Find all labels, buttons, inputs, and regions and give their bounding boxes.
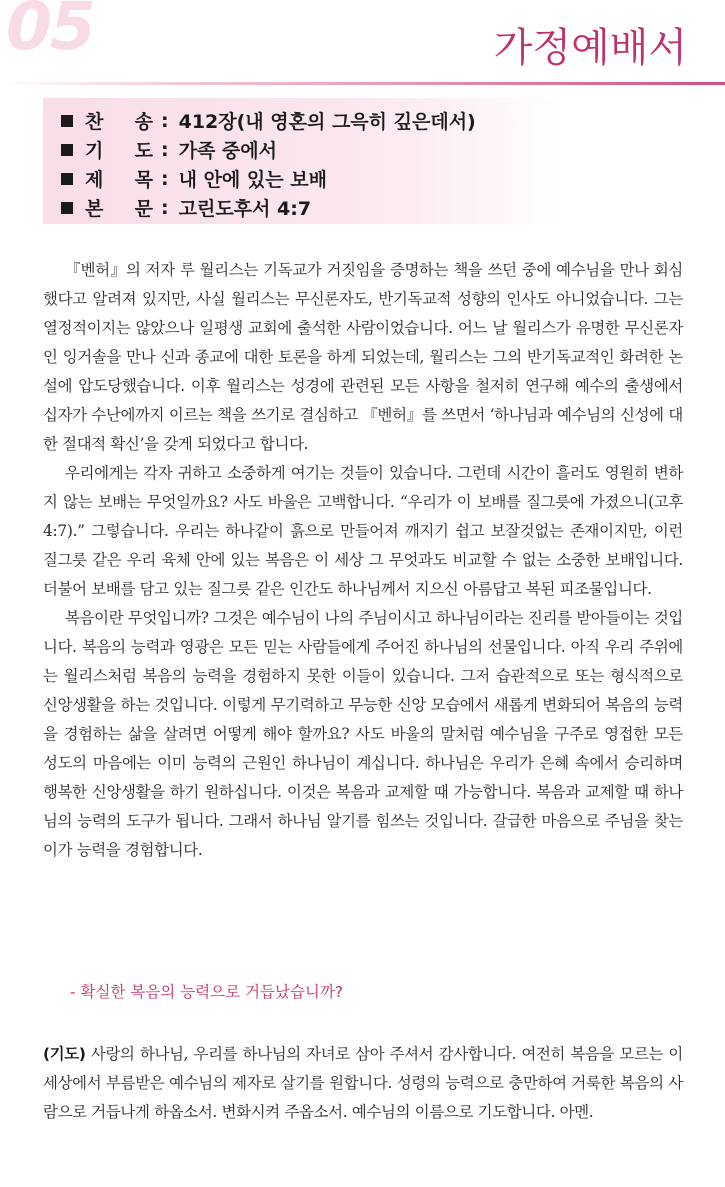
sermon-paragraph: 『벤허』의 저자 루 월리스는 기독교가 거짓임을 증명하는 책을 쓰던 중에 예수님을 만나 회심했다고 알려져 있지만, 사실 월리스는 무신론자도, 반기독교적 성향의 인사도 아니었습니다. 그는 열정적이지는 않았으나 일평생 교회에 출석한 사람이었습니다. 어느 날 월리스가 유명한 무신론자인 잉거솔을 만나 신과 종교에 대한 토론을 하게 되었는데, 월리스는 그의 반기독교적인 화려한 논설에 압도당했습니다. 이후 월리스는 성경에 관련된 모든 사항을 철저히 연구해 예수의 출생에서 십자가 수난에까지 이르는 책을 쓰기로 결심하고 『벤허』를 쓰면서 ‘하나님과 예수님의 신성에 대한 절대적 확신’을 갖게 되었다고 합니다. [43, 261, 683, 453]
square-bullet-icon [61, 173, 73, 185]
prayer-label: (기도) [43, 1045, 86, 1063]
page-number: 05 [6, 0, 94, 65]
square-bullet-icon [61, 115, 73, 127]
info-label: 제 목 [85, 169, 153, 191]
info-row-hymn: 찬 송 : 412장(내 영혼의 그윽히 깊은데서) [61, 106, 563, 135]
info-row-scripture: 본 문 : 고린도후서 4:7 [61, 193, 563, 222]
reflection-question: - 확실한 복음의 능력으로 거듭났습니까? [70, 983, 344, 1001]
info-row-prayer: 기 도 : 가족 중에서 [61, 135, 563, 164]
closing-prayer [43, 1040, 683, 1127]
info-value-prayer: 가족 중에서 [178, 140, 277, 162]
info-row-title: 제 목 : 내 안에 있는 보배 [61, 164, 563, 193]
info-label: 본 문 [85, 198, 153, 220]
sermon-paragraph: 우리에게는 각자 귀하고 소중하게 여기는 것들이 있습니다. 그런데 시간이 흘러도 영원히 변하지 않는 보배는 무엇일까요? 사도 바울은 고백합니다. “우리가 이 보배를 질그릇에 가졌으니(고후 4:7).” 그렇습니다. 우리는 하나같이 흙으로 만들어져 깨지기 쉽고 보잘것없는 존재이지만, 이런 질그릇 같은 우리 육체 안에 있는 복음은 이 세상 그 무엇과도 비교할 수 없는 소중한 보배입니다. 더불어 보배를 담고 있는 질그릇 같은 인간도 하나님께서 지으신 아름답고 복된 피조물입니다. [43, 464, 683, 598]
section-title: 가정예배서 [493, 25, 687, 71]
title-divider [0, 82, 725, 85]
sermon-body [43, 256, 683, 865]
info-value-hymn: 412장(내 영혼의 그윽히 깊은데서) [178, 111, 476, 133]
info-label: 기 도 [85, 140, 153, 162]
info-value-title: 내 안에 있는 보배 [178, 169, 327, 191]
prayer-text: 사랑의 하나님, 우리를 하나님의 자녀로 삼아 주셔서 감사합니다. 여전히 복음을 모르는 이 세상에서 부름받은 예수님의 제자로 살기를 원합니다. 성령의 능력으로 충만하여 거룩한 복음의 사람으로 거듭나게 하옵소서. 변화시켜 주옵소서. 예수님의 이름으로 기도합니다. 아멘. [43, 1045, 683, 1121]
square-bullet-icon [61, 202, 73, 214]
sermon-paragraph: 복음이란 무엇입니까? 그것은 예수님이 나의 주님이시고 하나님이라는 진리를 받아들이는 것입니다. 복음의 능력과 영광은 모든 믿는 사람들에게 주어진 하나님의 선물입니다. 아직 우리 주위에는 월리스처럼 복음의 능력을 경험하지 못한 이들이 있습니다. 그저 습관적으로 또는 형식적으로 신앙생활을 하는 것입니다. 이렇게 무기력하고 무능한 신앙 모습에서 새롭게 변화되어 복음의 능력을 경험하는 삶을 살려면 어떻게 해야 할까요? 사도 바울의 말처럼 예수님을 구주로 영접한 모든 성도의 마음에는 이미 능력의 근원인 하나님이 계십니다. 하나님은 우리가 은혜 속에서 승리하며 행복한 신앙생활을 하기 원하십니다. 이것은 복음과 교제할 때 가능합니다. 복음과 교제할 때 하나님의 능력의 도구가 됩니다. 그래서 하나님 알기를 힘쓰는 것입니다. 갈급한 마음으로 주님을 찾는 이가 능력을 경험합니다. [43, 609, 683, 859]
service-info-box [43, 98, 563, 224]
square-bullet-icon [61, 144, 73, 156]
info-label: 찬 송 [85, 111, 153, 133]
info-value-scripture: 고린도후서 4:7 [178, 198, 312, 220]
